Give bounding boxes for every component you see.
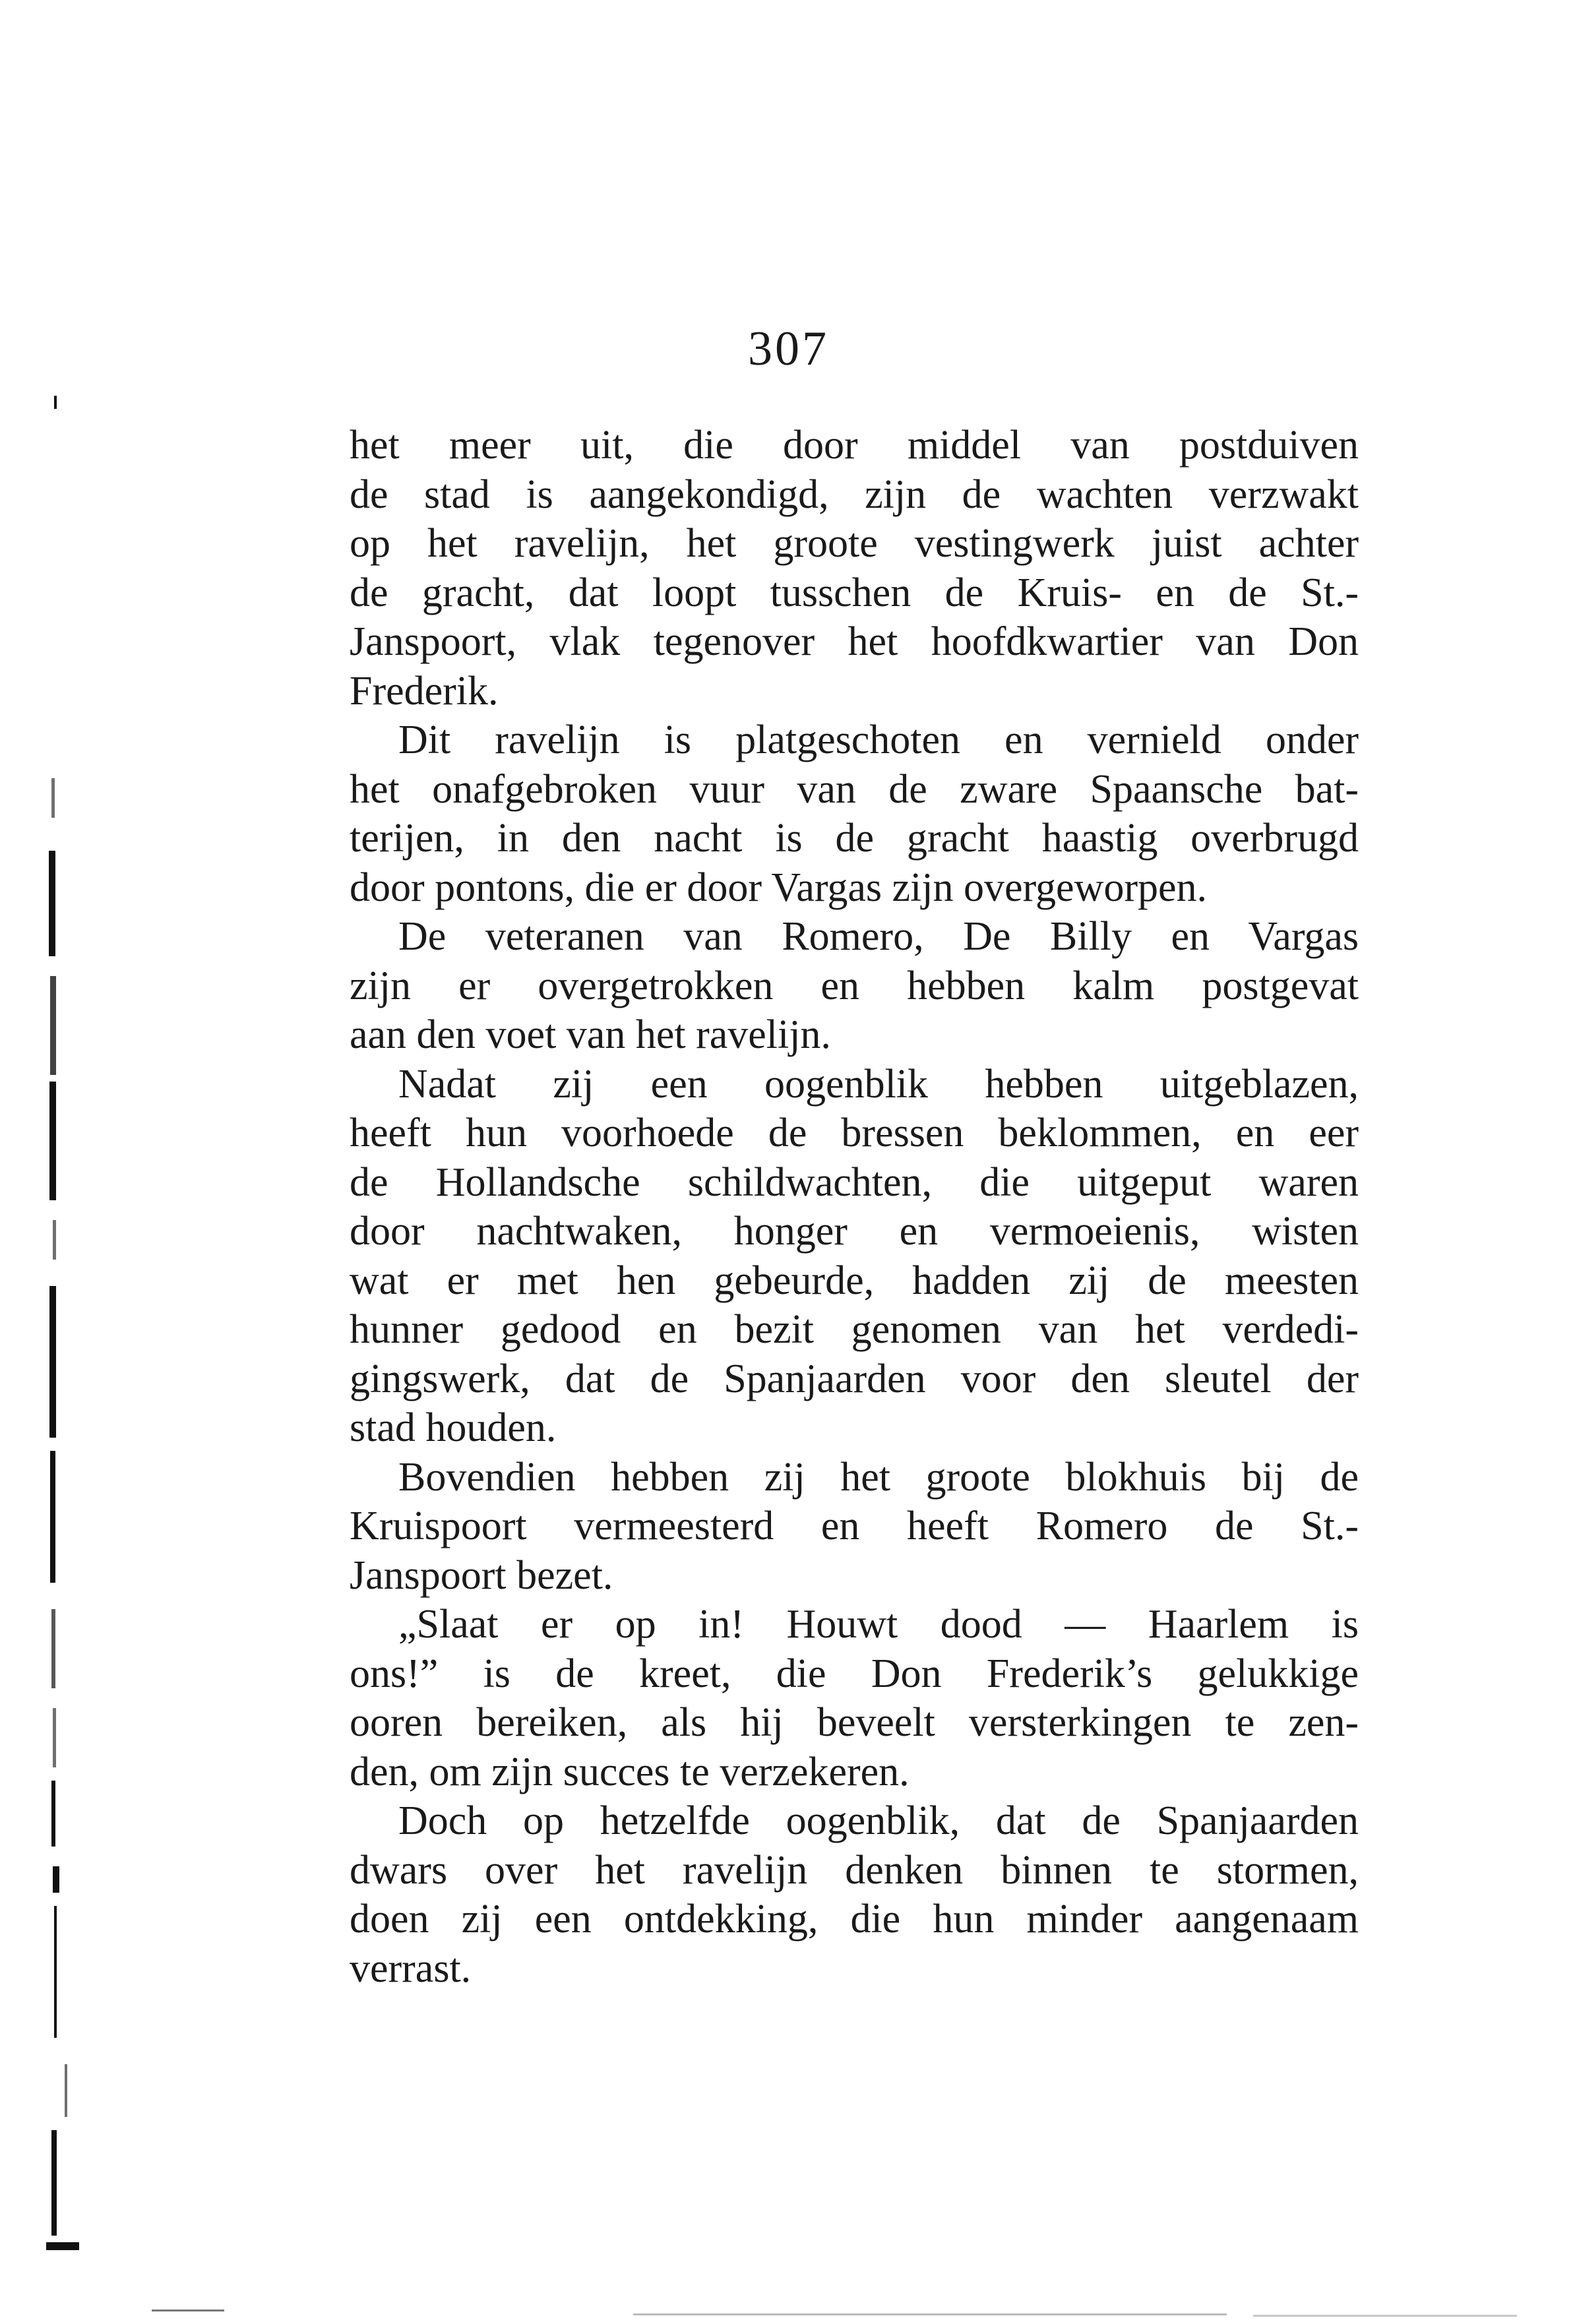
text-line: verrast. xyxy=(350,1945,472,1991)
text-line: door pontons, die er door Vargas zijn overgeworpen. xyxy=(350,865,1208,910)
text-line: Janspoort bezet. xyxy=(350,1552,613,1598)
text-line: het onafgebroken vuur van de zware Spaansche bat- xyxy=(350,766,1359,812)
text-line: ooren bereiken, als hij beveelt versterkingen te zen- xyxy=(350,1700,1359,1745)
text-line: heeft hun voorhoede de bressen beklommen, en eer xyxy=(350,1111,1359,1155)
text-line: „Slaat er op in! Houwt dood — Haarlem is xyxy=(398,1602,1359,1647)
text-line: gingswerk, dat de Spanjaarden voor den sleutel der xyxy=(350,1356,1359,1401)
text-line: Janspoort, vlak tegenover het hoofdkwartier van Don xyxy=(350,619,1359,664)
text-line: doen zij een ontdekking, die hun minder aangenaam xyxy=(350,1897,1359,1942)
text-line: hunner gedood en bezit genomen van het verdedi- xyxy=(350,1307,1359,1352)
text-line: dwars over het ravelijn denken binnen te stormen, xyxy=(350,1847,1359,1893)
text-line: Doch op hetzelfde oogenblik, dat de Spanjaarden xyxy=(398,1798,1359,1843)
text-line: de Hollandsche schildwachten, die uitgeput waren xyxy=(350,1159,1359,1205)
body-text xyxy=(350,421,1359,1993)
text-line: Kruispoort vermeesterd en heeft Romero de St.- xyxy=(350,1504,1359,1548)
text-line: zijn er overgetrokken en hebben kalm postgevat xyxy=(350,963,1359,1008)
text-line: den, om zijn succes te verzekeren. xyxy=(350,1749,910,1794)
text-line: wat er met hen gebeurde, hadden zij de meesten xyxy=(350,1258,1359,1303)
text-line: het meer uit, die door middel van postduiven xyxy=(350,423,1359,468)
text-line: Dit ravelijn is platgeschoten en vernield onder xyxy=(398,718,1359,762)
text-line: De veteranen van Romero, De Billy en Vargas xyxy=(398,914,1359,959)
text-line: ons!” is de kreet, die Don Frederik’s gelukkige xyxy=(350,1651,1359,1696)
text-line: door nachtwaken, honger en vermoeienis, wisten xyxy=(350,1209,1359,1254)
text-line: stad houden. xyxy=(350,1405,557,1450)
text-line: terijen, in den nacht is de gracht haastig overbrugd xyxy=(350,816,1359,861)
page-number: 307 xyxy=(748,322,829,376)
text-line: de gracht, dat loopt tusschen de Kruis- en de St.- xyxy=(350,570,1359,615)
text-line: Bovendien hebben zij het groote blokhuis bij de xyxy=(398,1454,1359,1500)
text-line: de stad is aangekondigd, zijn de wachten verzwakt xyxy=(350,472,1359,517)
text-line: op het ravelijn, het groote vestingwerk juist achter xyxy=(350,521,1359,566)
text-line: aan den voet van het ravelijn. xyxy=(350,1012,831,1057)
text-line: Nadat zij een oogenblik hebben uitgeblazen, xyxy=(398,1061,1359,1107)
text-line: Frederik. xyxy=(350,668,499,714)
